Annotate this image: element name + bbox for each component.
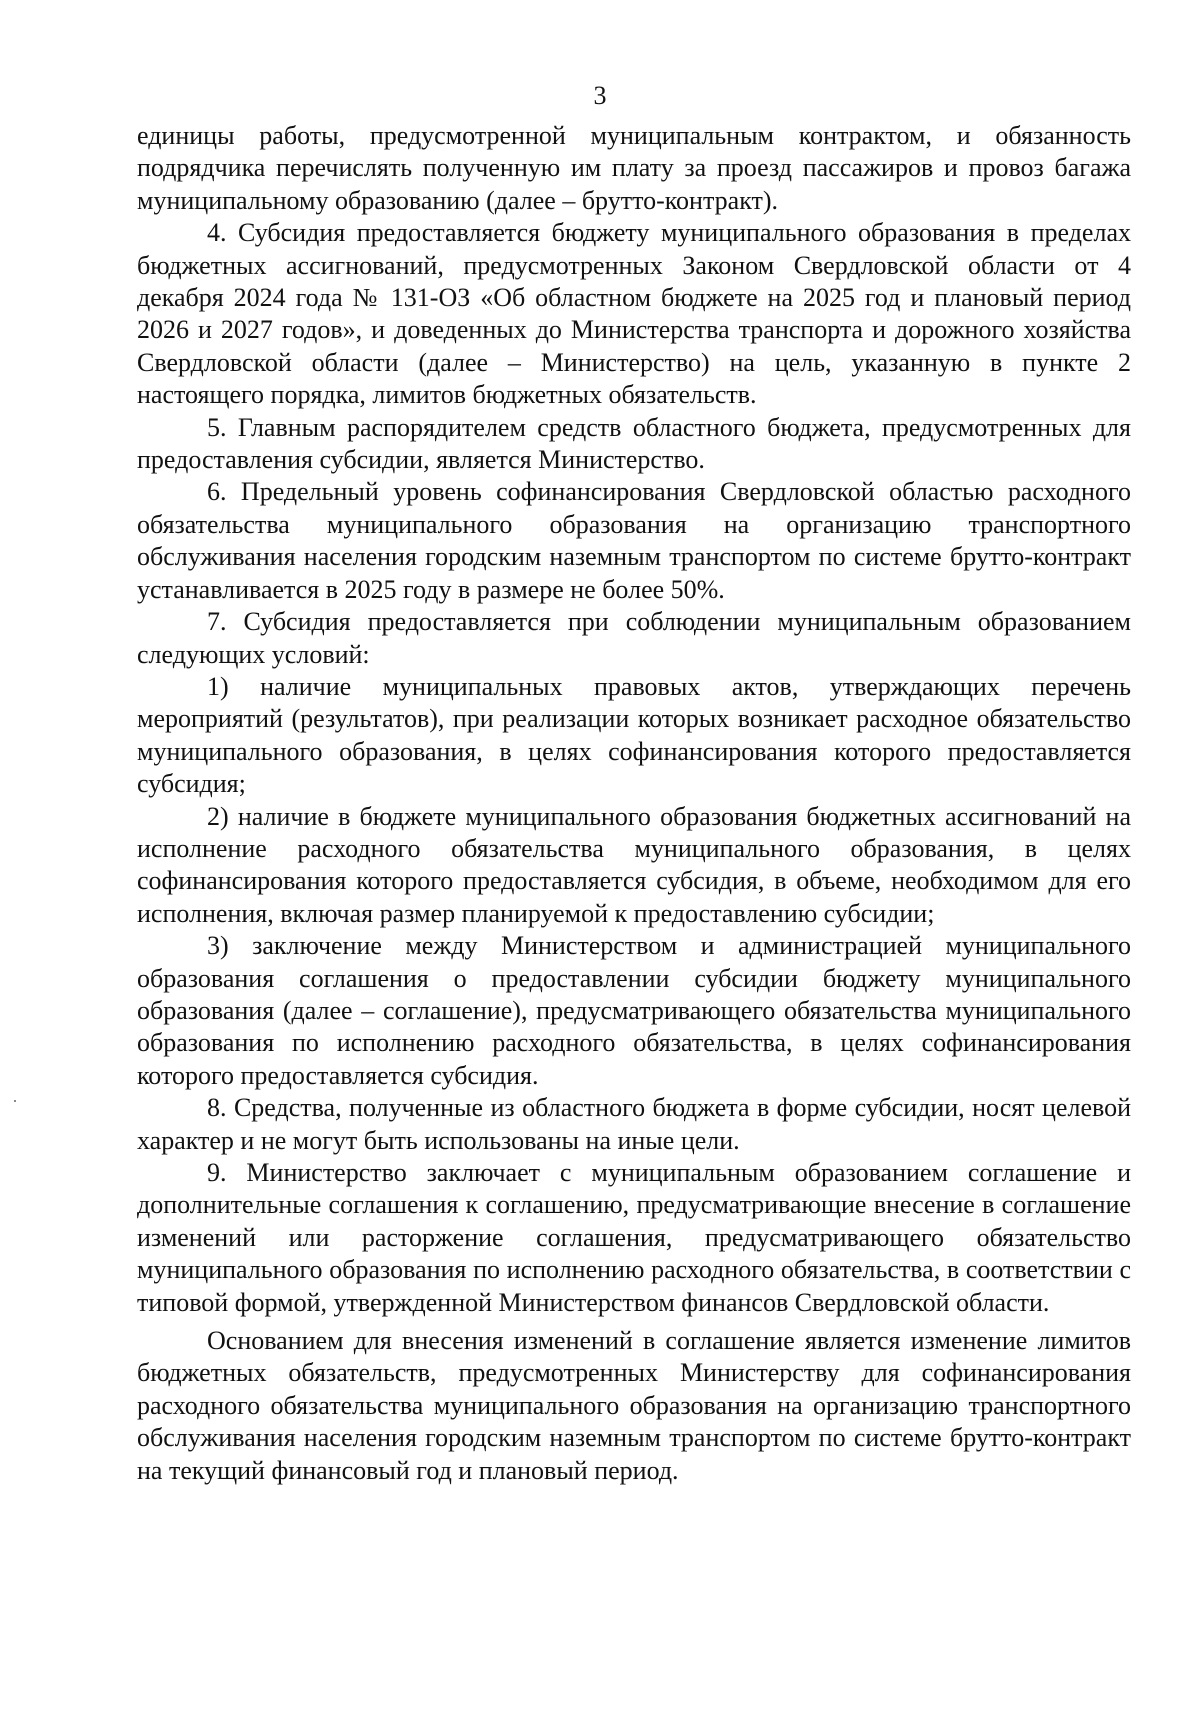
paragraph-item-5: 5. Главным распорядителем средств областного бюджета, предусмотренных для предоставления субсидии, является Министерство. <box>137 412 1131 475</box>
condition-3: 3) заключение между Министерством и администрацией муниципального образования соглашения о предоставлении субсидии бюджету муниципального образования (далее – соглашение), предусматривающего обязательства муниципального образования по исполнению расходного обязательства, в целях софинансирования которого предоставляется субсидия. <box>137 931 1131 1090</box>
scan-speck <box>14 1100 16 1102</box>
paragraph-item-8: 8. Средства, полученные из областного бюджета в форме субсидии, носят целевой характер и не могут быть использованы на иные цели. <box>137 1093 1131 1155</box>
paragraph-item-6: 6. Предельный уровень софинансирования Свердловской областью расходного обязательства муниципального образования на организацию транспортного обслуживания населения городским наземным транспортом по системе брутто-контракт устанавливается в 2025 году в размере не более 50%. <box>137 477 1131 604</box>
condition-2: 2) наличие в бюджете муниципального образования бюджетных ассигнований на исполнение расходного обязательства муниципального образования, в целях софинансирования которого предоставляется субсидия, в объеме, необходимом для его исполнения, включая размер планируемой к предоставлению субсидии; <box>137 801 1131 928</box>
paragraph-amendment-basis: Основанием для внесения изменений в соглашение является изменение лимитов бюджетных обязательств, предусмотренных Министерству для софинансирования расходного обязательства муниципального образования на организацию транспортного обслуживания населения городским наземным транспортом по системе брутто-контракт на текущий финансовый год и плановый период. <box>137 1326 1131 1485</box>
page-number: 3 <box>593 81 607 110</box>
paragraph-item-7: 7. Субсидия предоставляется при соблюдении муниципальным образованием следующих условий: <box>137 607 1131 669</box>
paragraph-continuation: единицы работы, предусмотренной муниципальным контрактом, и обязанность подрядчика перечислять полученную им плату за проезд пассажиров и провоз багажа муниципальному образованию (далее – брутто-контракт). <box>137 121 1131 215</box>
document-body <box>137 120 1131 1487</box>
paragraph-item-9: 9. Министерство заключает с муниципальным образованием соглашение и дополнительные соглашения к соглашению, предусматривающие внесение в соглашение изменений или расторжение соглашения, предусматривающего обязательство муниципального образования по исполнению расходного обязательства, в соответствии с типовой формой, утвержденной Министерством финансов Свердловской области. <box>137 1158 1131 1317</box>
paragraph-item-4: 4. Субсидия предоставляется бюджету муниципального образования в пределах бюджетных ассигнований, предусмотренных Законом Свердловской области от 4 декабря 2024 года № 131-ОЗ «Об областном бюджете на 2025 год и плановый период 2026 и 2027 годов», и доведенных до Министерства транспорта и дорожного хозяйства Свердловской области (далее – Министерство) на цель, указанную в пункте 2 настоящего порядка, лимитов бюджетных обязательств. <box>137 218 1131 410</box>
condition-1: 1) наличие муниципальных правовых актов, утверждающих перечень мероприятий (результатов), при реализации которых возникает расходное обязательство муниципального образования, в целях софинансирования которого предоставляется субсидия; <box>137 671 1131 799</box>
